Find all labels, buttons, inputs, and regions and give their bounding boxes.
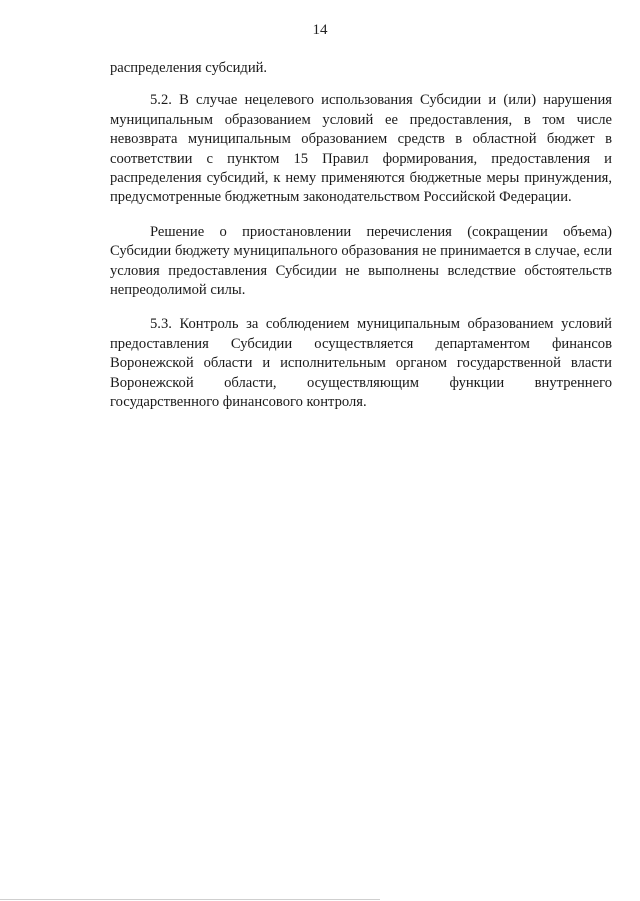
page-number: 14 [312,22,328,38]
paragraph-5-2: 5.2. В случае нецелевого использования Субсидии и (или) нарушения муниципальным образованием условий ее предоставления, в том числе невозврата муниципальным образованием средств в областной бюджет в соответствии с пунктом 15 Правил формирования, предоставления и распределения субсидий, к нему применяются бюджетные меры принуждения, предусмотренные бюджетным законодательством Российской Федерации. [110,92,612,206]
paragraph-5-3: 5.3. Контроль за соблюдением муниципальным образованием условий предоставления Субсидии осуществляется департаментом финансов Воронежской области и исполнительным органом государственной власти Воронежской области, осуществляющим функции внутреннего государственного финансового контроля. [110,316,612,411]
paragraph-continuation: распределения субсидий. [110,60,268,76]
scan-edge-line [0,899,380,900]
paragraph-decision: Решение о приостановлении перечисления (сокращении объема) Субсидии бюджету муниципального образования не принимается в случае, если условия предоставления Субсидии не выполнены вследствие обстоятельств непреодолимой силы. [110,223,612,299]
document-body [110,59,612,428]
